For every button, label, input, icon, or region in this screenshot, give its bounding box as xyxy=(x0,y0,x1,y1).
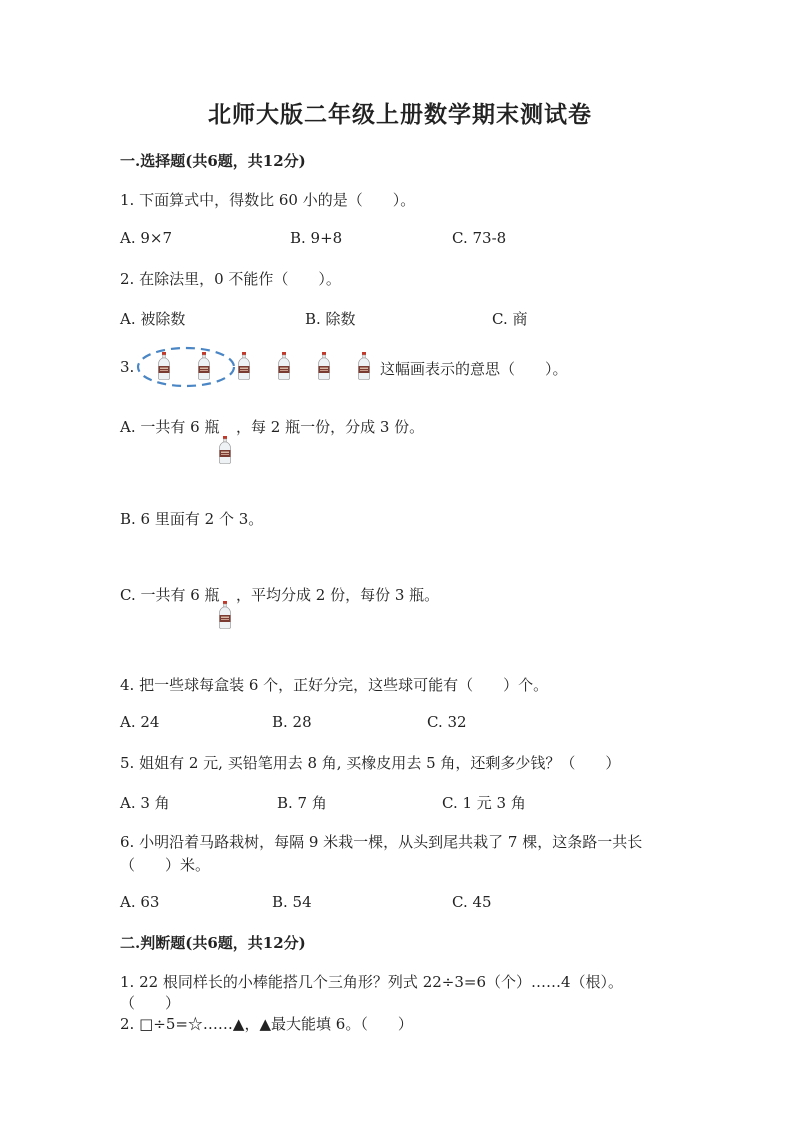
q4-option-c: C. 32 xyxy=(427,713,467,731)
question-3: 这幅画表示的意思（ ）。 xyxy=(380,360,568,378)
q6-option-c: C. 45 xyxy=(452,893,492,911)
judgement-2: 2. □÷5=☆……▲，▲最大能填 6。（ ） xyxy=(120,1015,413,1033)
question-1: 1. 下面算式中，得数比 60 小的是（ ）。 xyxy=(120,191,416,209)
section-heading-choice: 一.选择题(共6题，共12分) xyxy=(120,152,306,170)
bottle-icon xyxy=(237,352,251,380)
q3-option-a-start: A. 一共有 6 瓶 xyxy=(120,418,220,436)
question-3-number: 3. xyxy=(120,358,135,376)
bottle-icon xyxy=(277,352,291,380)
bottle-icon xyxy=(197,352,211,380)
q5-option-c: C. 1 元 3 角 xyxy=(442,794,526,812)
bottle-icon xyxy=(218,601,232,629)
q6-option-b: B. 54 xyxy=(272,893,312,911)
q5-option-a: A. 3 角 xyxy=(120,794,170,812)
q2-option-b: B. 除数 xyxy=(305,310,356,328)
q2-option-c: C. 商 xyxy=(492,310,528,328)
bottles-picture xyxy=(130,344,380,390)
q3-option-c-end: ，平均分成 2 份，每份 3 瓶。 xyxy=(236,586,440,604)
question-6-line-1: 6. 小明沿着马路栽树，每隔 9 米栽一棵，从头到尾共栽了 7 棵，这条路一共长 xyxy=(120,833,643,851)
question-2: 2. 在除法里，0 不能作（ ）。 xyxy=(120,270,341,288)
q1-option-a: A. 9×7 xyxy=(120,229,173,247)
q3-option-b: B. 6 里面有 2 个 3。 xyxy=(120,510,264,528)
question-5: 5. 姐姐有 2 元, 买铅笔用去 8 角, 买橡皮用去 5 角，还剩多少钱？（ ） xyxy=(120,754,621,772)
q2-option-a: A. 被除数 xyxy=(120,310,186,328)
q3-option-c-start: C. 一共有 6 瓶 xyxy=(120,586,220,604)
grouping-circle xyxy=(134,344,244,390)
judgement-1-line-1: 1. 22 根同样长的小棒能搭几个三角形？列式 22÷3=6（个）……4（根）。 xyxy=(120,973,624,991)
q1-option-c: C. 73-8 xyxy=(452,229,507,247)
bottle-icon xyxy=(357,352,371,380)
bottle-icon xyxy=(218,436,232,464)
q1-option-b: B. 9+8 xyxy=(290,229,343,247)
q4-option-a: A. 24 xyxy=(120,713,160,731)
question-6-line-2: （ ）米。 xyxy=(120,856,211,874)
q4-option-b: B. 28 xyxy=(272,713,312,731)
bottle-icon xyxy=(317,352,331,380)
bottle-icon xyxy=(157,352,171,380)
judgement-1-line-2: （ ） xyxy=(120,994,181,1012)
q6-option-a: A. 63 xyxy=(120,893,160,911)
page-title: 北师大版二年级上册数学期末测试卷 xyxy=(208,101,592,128)
section-heading-judgement: 二.判断题(共6题，共12分) xyxy=(120,934,306,952)
q3-option-a-end: ，每 2 瓶一份，分成 3 份。 xyxy=(236,418,425,436)
q5-option-b: B. 7 角 xyxy=(277,794,327,812)
question-4: 4. 把一些球每盒装 6 个，正好分完，这些球可能有（ ）个。 xyxy=(120,676,549,694)
